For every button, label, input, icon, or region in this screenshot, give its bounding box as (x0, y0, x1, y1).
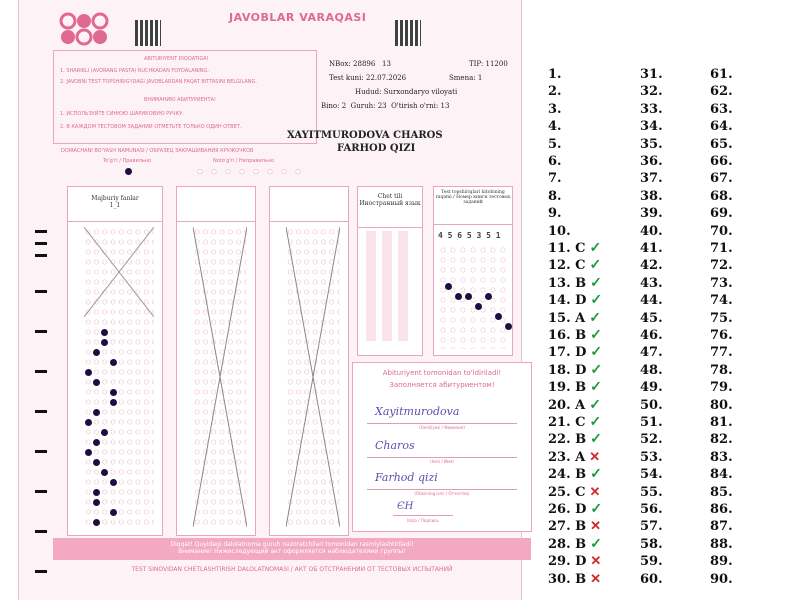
answer-number: 48. (640, 362, 663, 378)
hand-surname: Xayitmurodova (375, 405, 460, 418)
code-digits: 4 5 6 5 3 5 1 (438, 231, 501, 240)
hand-father: Farhod qizi (375, 471, 438, 484)
check-icon: ✓ (590, 501, 603, 517)
instruction-line: 2. JAVOBNI TEST TOPSHIRIG'IDAGI JAVOBLARDAN FAQAT BITTASINI BELGILANG. (60, 79, 258, 85)
instruction-line: ВНИМАНИЮ АБИТУРИЕНТА! (144, 97, 216, 103)
answer-row (548, 484, 600, 501)
answer-number: 30. B (548, 571, 587, 587)
filled-bubble (93, 489, 100, 496)
answer-row (548, 101, 562, 118)
nbox-label: NBox: (329, 60, 351, 68)
answer-number: 33. (640, 101, 663, 117)
answer-number: 71. (710, 241, 733, 256)
cap-father: (Otasining ismi / Отчество) (414, 491, 470, 496)
filled-bubble (101, 329, 108, 336)
answer-row (548, 397, 601, 414)
filled-bubble (110, 509, 117, 516)
answer-row (548, 449, 600, 466)
answer-number: 63. (710, 101, 733, 117)
cap-surname: (Familiyasi / Фамилия) (419, 425, 465, 430)
answer-number: 25. C (548, 484, 586, 500)
check-icon: ✓ (590, 361, 603, 378)
answer-number: 3. (548, 101, 562, 117)
footer-text: TEST SINOVIDAN CHETLASHTIRISH DALOLATNOMASI / АКТ ОБ ОТСТРАНЕНИИ ОТ ТЕСТОВЫХ ИСПЫТАНИЙ (131, 566, 453, 573)
answer-number: 77. (710, 345, 733, 361)
handwritten-box (352, 362, 532, 532)
answer-column-3 (269, 186, 349, 536)
cap-name: (Ismi / Имя) (430, 459, 454, 464)
answer-number: 90. (710, 571, 733, 587)
answer-number: 23. A (548, 449, 586, 465)
answer-number: 44. (640, 293, 663, 309)
cross-icon: ✕ (589, 449, 601, 465)
qr-code-icon (135, 20, 161, 46)
instruction-line: 2. В КАЖДОМ ТЕСТОВОМ ЗАДАНИИ ОТМЕТЬТЕ ТОЛЬКО ОДИН ОТВЕТ. (60, 124, 242, 130)
instruction-line: 1. SHARIKLI (AVORANG PASTA) RUCHKADAN FOYDALANING. (60, 68, 209, 74)
smena-value: 1 (477, 74, 483, 82)
code-filled (465, 293, 472, 300)
answer-row (548, 379, 602, 396)
answer-number: 80. (710, 397, 733, 413)
answer-number: 46. (640, 328, 663, 343)
col1-header: Majburiy fanlar (91, 195, 139, 202)
answer-number: 85. (710, 484, 733, 500)
answer-number: 41. (640, 241, 663, 256)
answer-number: 47. (640, 345, 663, 361)
date-label: Test kuni: (329, 74, 364, 82)
answer-row (548, 83, 562, 100)
code-filled (485, 293, 492, 300)
cross-out-icon (193, 227, 247, 527)
answer-number: 59. (640, 554, 663, 570)
answer-number: 36. (640, 154, 663, 169)
answer-row (548, 292, 602, 309)
region-value: Surxondaryo viloyati (383, 88, 458, 96)
wrong-label: Noto'g'ri / Неправильно (213, 158, 275, 164)
filled-bubble (93, 439, 100, 446)
answer-row (548, 257, 601, 274)
answer-row (548, 240, 601, 257)
cross-out-icon (84, 227, 154, 317)
answer-number: 57. (640, 519, 663, 535)
answer-number: 87. (710, 519, 733, 535)
code-filled (455, 293, 462, 300)
answer-number: 50. (640, 397, 663, 413)
column-header (177, 187, 255, 222)
check-icon: ✓ (590, 274, 602, 291)
answer-number: 39. (640, 206, 663, 222)
filled-bubble (93, 349, 100, 356)
filled-bubble (85, 449, 92, 456)
hand-name: Charos (375, 439, 415, 452)
answer-number: 29. D (548, 554, 587, 570)
answer-number: 43. (640, 275, 663, 291)
guruh-label: Guruh: (350, 102, 376, 110)
answer-number: 68. (710, 188, 733, 204)
cross-icon: ✕ (590, 554, 602, 570)
answer-row (548, 118, 562, 135)
answer-row (548, 188, 562, 205)
answer-row (548, 310, 601, 327)
answer-number: 12. C (548, 258, 586, 274)
answer-row (548, 431, 602, 448)
check-icon: ✓ (590, 327, 602, 343)
answer-number: 20. A (548, 397, 586, 413)
filled-bubble (101, 429, 108, 436)
guruh-value: 23 (377, 102, 387, 110)
check-icon: ✓ (590, 379, 602, 396)
answer-row (548, 362, 602, 379)
answer-key (548, 66, 798, 586)
answer-column-1 (67, 186, 163, 536)
filled-bubble (110, 359, 117, 366)
answer-number: 1. (548, 67, 562, 82)
warning-band (53, 538, 531, 560)
answer-number: 84. (710, 467, 733, 483)
answer-row (548, 536, 602, 553)
answer-number: 56. (640, 502, 663, 517)
answer-number: 21. C (548, 415, 586, 430)
check-icon: ✓ (589, 309, 601, 326)
answer-column-2 (176, 186, 256, 536)
hand-signature: ЄН (397, 501, 414, 512)
code-filled (475, 303, 482, 310)
answer-row (548, 275, 602, 292)
answer-row (548, 136, 562, 153)
answer-number: 53. (640, 449, 663, 465)
answer-number: 49. (640, 380, 663, 396)
seat-label: O'tirish o'rni: (391, 102, 439, 110)
seat-value: 13 (440, 102, 450, 110)
answer-number: 83. (710, 449, 733, 465)
answer-number: 22. B (548, 432, 587, 448)
answer-number: 64. (710, 119, 733, 135)
answer-number: 35. (640, 136, 663, 152)
tip-value: 11200 (485, 60, 508, 68)
answer-row (548, 501, 602, 518)
check-icon: ✓ (589, 414, 602, 430)
answer-number: 11. C (548, 241, 586, 256)
answer-number: 78. (710, 362, 733, 378)
sheet-title: JAVOBLAR VARAQASI (229, 11, 367, 24)
answer-number: 51. (640, 415, 663, 430)
language-options (366, 231, 414, 341)
cross-icon: ✕ (589, 484, 601, 500)
filled-bubble (110, 479, 117, 486)
cross-icon: ✕ (590, 519, 602, 535)
answer-number: 42. (640, 258, 663, 274)
answer-row (548, 170, 562, 187)
answer-number: 69. (710, 206, 733, 222)
answer-number: 32. (640, 84, 663, 100)
code-header: Test topshiriqlari kitobining raqami / Номер книги тестовых заданий (434, 187, 512, 225)
check-icon: ✓ (590, 431, 602, 448)
marking-sample (53, 146, 315, 182)
answer-number: 26. D (548, 502, 587, 517)
answer-number: 61. (710, 67, 733, 82)
col1-sub: 1_1 (109, 202, 121, 209)
sig-title-2: Заполняется абитуриентом! (389, 381, 495, 389)
answer-number: 17. D (548, 345, 587, 361)
answer-row (548, 571, 601, 588)
answer-number: 45. (640, 310, 663, 326)
answer-number: 27. B (548, 519, 587, 535)
answer-number: 89. (710, 554, 733, 570)
answer-number: 65. (710, 136, 733, 152)
answer-number: 73. (710, 275, 733, 291)
answer-number: 10. (548, 223, 571, 239)
book-code-box (433, 186, 513, 356)
answer-number: 67. (710, 171, 733, 187)
answer-number: 79. (710, 380, 733, 396)
answer-number: 88. (710, 536, 733, 552)
column-header (68, 187, 162, 222)
wrong-samples-icon (193, 167, 303, 176)
code-filled (505, 323, 512, 330)
answer-number: 31. (640, 67, 663, 82)
band-line-2: Внимание! Нижеследующий акт оформляется наблюдателями группы! (178, 548, 406, 555)
code-filled (445, 283, 452, 290)
answer-row (548, 223, 571, 240)
date-value: 22.07.2026 (366, 74, 407, 82)
answer-number: 82. (710, 432, 733, 448)
answer-number: 34. (640, 119, 663, 135)
answer-number: 74. (710, 293, 733, 309)
filled-bubble (93, 459, 100, 466)
answer-number: 52. (640, 432, 663, 448)
answer-number: 70. (710, 223, 733, 239)
filled-bubble (85, 419, 92, 426)
qr-code-icon (395, 20, 421, 46)
answer-number: 9. (548, 206, 562, 222)
answer-number: 16. B (548, 328, 587, 343)
filled-bubble (101, 339, 108, 346)
answer-row (548, 327, 602, 344)
bino-value: 2 (341, 102, 347, 110)
answer-number: 81. (710, 415, 733, 430)
answer-number: 13. B (548, 275, 587, 291)
answer-number: 18. D (548, 362, 587, 378)
sig-title-1: Abituriyent tomonidan to'ldiriladi! (382, 369, 502, 377)
filled-sample-icon (125, 168, 132, 175)
candidate-patronymic: FARHOD QIZI (337, 143, 416, 154)
answer-number: 38. (640, 188, 663, 204)
cap-sign: Imzo / Подпись (407, 518, 439, 523)
answer-number: 4. (548, 119, 562, 135)
check-icon: ✓ (590, 466, 602, 483)
answer-number: 2. (548, 84, 562, 100)
check-icon: ✓ (589, 257, 602, 274)
nbox-value: 28896 (353, 60, 376, 68)
check-icon: ✓ (589, 396, 601, 413)
answer-row (548, 205, 562, 222)
answer-number: 66. (710, 154, 733, 169)
answer-number: 55. (640, 484, 663, 500)
answer-row (548, 344, 602, 361)
answer-row (548, 466, 602, 483)
filled-bubble (101, 469, 108, 476)
cross-icon: ✕ (590, 571, 602, 587)
check-icon: ✓ (590, 535, 602, 552)
lang-header: Chet tili Иностранный язык (358, 187, 422, 228)
answer-number: 86. (710, 502, 733, 517)
filled-bubble (93, 499, 100, 506)
answer-number: 72. (710, 258, 733, 274)
check-icon: ✓ (589, 240, 602, 256)
answer-row (548, 66, 562, 83)
answer-row (548, 153, 562, 170)
instructions-box (53, 50, 317, 144)
cross-out-icon (286, 227, 340, 527)
check-icon: ✓ (590, 344, 603, 361)
correct-label: To'g'ri / Правильно (103, 158, 152, 164)
answer-row (548, 518, 601, 535)
filled-bubble (110, 389, 117, 396)
instruction-line: ABITURIYENT DIQQATIGA! (144, 56, 209, 62)
region-label: Hudud: (355, 88, 382, 96)
smena-label: Smena: (449, 74, 476, 82)
candidate-name: XAYITMURODOVA CHAROS (287, 130, 443, 141)
answer-number: 76. (710, 328, 733, 343)
foreign-language-box (357, 186, 423, 356)
answer-sheet (18, 0, 522, 600)
tip-label: TIP: (469, 60, 484, 68)
answer-number: 60. (640, 571, 663, 587)
answer-number: 8. (548, 188, 562, 204)
bino-label: Bino: (321, 102, 340, 110)
filled-bubble (85, 369, 92, 376)
marks-caption: DOIRACHANI BO'YASH NAMUNASI / ОБРАЗЕЦ ЗАКРАШИВАНИЯ КРУЖОЧКОВ (61, 148, 254, 154)
instruction-line: 1. ИСПОЛЬЗУЙТЕ СИНЮЮ ШАРИКОВУЮ РУЧКУ. (60, 111, 184, 117)
answer-number: 19. B (548, 380, 587, 396)
answer-number: 54. (640, 467, 663, 483)
nbox-extra: 13 (382, 60, 391, 68)
answer-number: 6. (548, 154, 562, 169)
answer-number: 24. B (548, 467, 587, 483)
filled-bubble (93, 409, 100, 416)
answer-row (548, 414, 601, 431)
answer-number: 62. (710, 84, 733, 100)
code-filled (495, 313, 502, 320)
answer-number: 40. (640, 223, 663, 239)
code-bubbles (438, 245, 508, 349)
column-header (270, 187, 348, 222)
answer-row (548, 553, 601, 570)
answer-number: 75. (710, 310, 733, 326)
filled-bubble (93, 379, 100, 386)
band-line-1: Diqqat! Quyidagi dalolatnoma guruh nazoratchilari tomonidan rasmiylashtiriladi! (170, 541, 414, 548)
logo-icon (59, 12, 129, 46)
answer-number: 5. (548, 136, 562, 152)
answer-number: 28. B (548, 536, 587, 552)
answer-number: 15. A (548, 310, 586, 326)
filled-bubble (110, 399, 117, 406)
check-icon: ✓ (590, 292, 603, 309)
answer-number: 58. (640, 536, 663, 552)
answer-number: 37. (640, 171, 663, 187)
filled-bubble (93, 519, 100, 526)
answer-number: 7. (548, 171, 562, 187)
answer-number: 14. D (548, 293, 587, 309)
